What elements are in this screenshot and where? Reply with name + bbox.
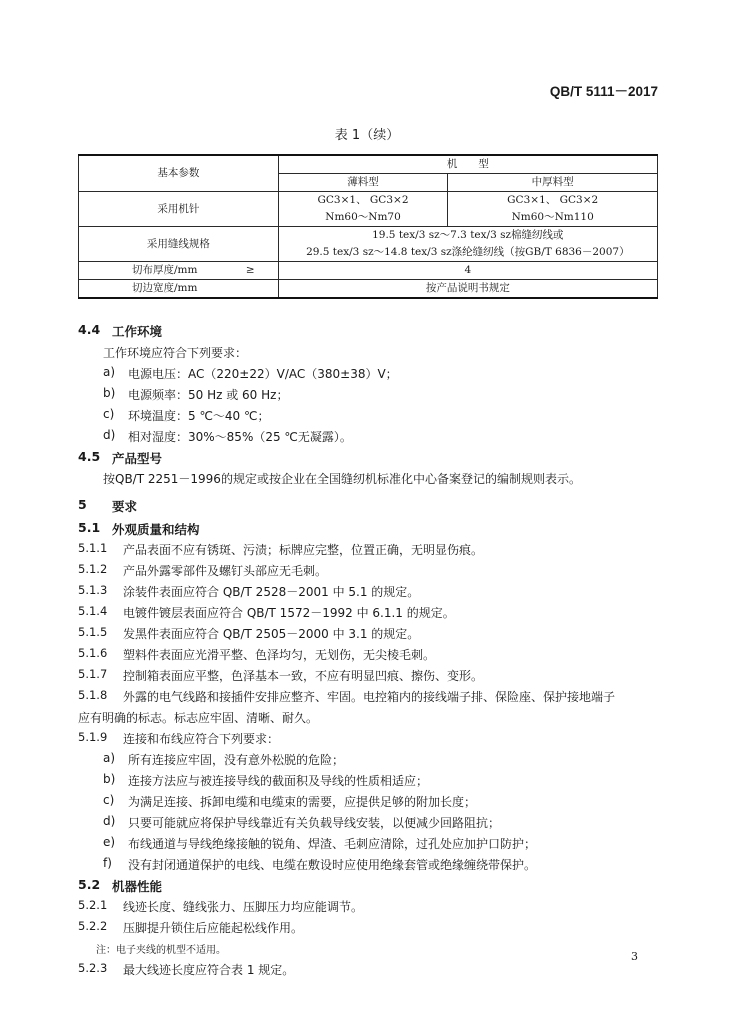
- list-marker: c): [103, 793, 115, 807]
- cut-thickness-value: 4: [278, 262, 657, 280]
- clause-number: 5.1.6: [78, 646, 108, 660]
- clause-text-continued: 应有明确的标志。标志应牢固、清晰、耐久。: [78, 711, 319, 725]
- clause-number: 5.1.9: [78, 730, 108, 744]
- thread-spec: [278, 227, 657, 262]
- cut-width-label: 切边宽度/mm: [132, 282, 198, 294]
- table-row: [79, 192, 658, 227]
- clause-number: 5.1.8: [78, 688, 108, 702]
- thread-line2: 29.5 tex/3 sz～14.8 tex/3 sz涤纶缝纫线（按GB/T 6836－2007）: [306, 246, 630, 258]
- section-4-5-text: 按QB/T 2251－1996的规定或按企业在全国缝纫机标准化中心备案登记的编制规则表示。: [103, 472, 581, 486]
- section-4-4-intro: 工作环境应符合下列要求：: [103, 346, 248, 360]
- section-4-4-title: 工作环境: [112, 324, 163, 339]
- clause-number: 5.1.2: [78, 562, 108, 576]
- clause-text: 控制箱表面应平整，色泽基本一致，不应有明显凹痕、擦伤、变形。: [123, 669, 484, 683]
- clause-text: 产品表面不应有锈斑、污渍；标牌应完整，位置正确，无明显伤痕。: [123, 543, 484, 557]
- spec-table: [78, 154, 658, 299]
- page-number: 3: [631, 950, 638, 963]
- clause-text: 最大线迹长度应符合表 1 规定。: [123, 963, 295, 977]
- section-5-title: 要求: [112, 499, 138, 514]
- cut-thickness-label-cell: [79, 262, 279, 280]
- list-marker: a): [103, 365, 116, 379]
- clause-text: 涂装件表面应符合 QB/T 2528－2001 中 5.1 的规定。: [123, 585, 420, 599]
- section-5-number: 5: [78, 497, 87, 512]
- clause-text: 连接和布线应符合下列要求：: [123, 732, 280, 746]
- clause-number: 5.1.4: [78, 604, 108, 618]
- list-item: 电源电压：AC（220±22）V/AC（380±38）V；: [128, 367, 398, 381]
- list-marker: f): [103, 856, 112, 870]
- cut-thickness-operator: ≥: [245, 264, 255, 276]
- list-marker: d): [103, 814, 116, 828]
- table-row: [79, 280, 658, 299]
- needle-thin-line2: Nm60～Nm70: [325, 211, 401, 223]
- table-row: [79, 262, 658, 280]
- section-4-4-number: 4.4: [78, 322, 101, 337]
- needle-thin-line1: GC3×1、 GC3×2: [317, 194, 409, 206]
- list-item: 布线通道与导线绝缘接触的锐角、焊渣、毛刺应清除，过孔处应加护口防护；: [128, 837, 537, 851]
- needle-medium: [448, 192, 658, 227]
- list-item: 电源频率：50 Hz 或 60 Hz；: [128, 388, 289, 402]
- clause-text: 发黑件表面应符合 QB/T 2505－2000 中 3.1 的规定。: [123, 627, 420, 641]
- standard-id: QB/T 5111－2017: [549, 84, 658, 99]
- section-5-2-number: 5.2: [78, 877, 101, 892]
- cut-width-label-cell: [79, 280, 279, 299]
- clause-text: 线迹长度、缝线张力、压脚压力均应能调节。: [123, 900, 364, 914]
- thread-label: 采用缝线规格: [79, 227, 279, 262]
- list-item: 相对湿度：30%～85%（25 ℃无凝露）。: [128, 430, 352, 444]
- list-marker: c): [103, 407, 115, 421]
- table-title: 表 1（续）: [334, 128, 400, 143]
- clause-number: 5.1.7: [78, 667, 108, 681]
- needle-med-line2: Nm60～Nm110: [511, 211, 594, 223]
- needle-med-line1: GC3×1、 GC3×2: [507, 194, 599, 206]
- header-medium: 中厚料型: [448, 174, 658, 192]
- cut-thickness-label: 切布厚度/mm: [132, 264, 198, 276]
- list-marker: d): [103, 428, 116, 442]
- section-5-1-title: 外观质量和结构: [112, 522, 200, 537]
- list-item: 连接方法应与被连接导线的截面积及导线的性质相适应；: [128, 774, 429, 788]
- list-marker: a): [103, 751, 116, 765]
- table-row: [79, 227, 658, 262]
- header-model: 机 型: [278, 155, 657, 174]
- clause-text: 压脚提升锁住后应能起松线作用。: [123, 921, 304, 935]
- clause-number: 5.1.5: [78, 625, 108, 639]
- header-thin: 薄料型: [278, 174, 448, 192]
- section-4-5-number: 4.5: [78, 449, 101, 464]
- clause-text: 产品外露零部件及螺钉头部应无毛刺。: [123, 564, 328, 578]
- section-5-2-title: 机器性能: [112, 879, 163, 894]
- clause-number: 5.2.3: [78, 961, 108, 975]
- section-5-1-number: 5.1: [78, 520, 101, 535]
- needle-label: 采用机针: [79, 192, 279, 227]
- list-marker: e): [103, 835, 116, 849]
- note: 注：电子夹线的机型不适用。: [96, 945, 226, 956]
- list-item: 环境温度：5 ℃～40 ℃；: [128, 409, 270, 423]
- needle-thin: [278, 192, 448, 227]
- list-item: 所有连接应牢固，没有意外松脱的危险；: [128, 753, 345, 767]
- list-item: 为满足连接、拆卸电缆和电缆束的需要，应提供足够的附加长度；: [128, 795, 477, 809]
- list-item: 只要可能就应将保护导线靠近有关负载导线安装，以便减少回路阻抗；: [128, 816, 501, 830]
- table-row: [79, 155, 658, 174]
- clause-number: 5.2.1: [78, 898, 108, 912]
- clause-number: 5.1.1: [78, 541, 108, 555]
- thread-line1: 19.5 tex/3 sz～7.3 tex/3 sz棉缝纫线或: [372, 229, 564, 241]
- section-4-5-title: 产品型号: [112, 451, 163, 466]
- list-marker: b): [103, 772, 116, 786]
- list-item: 没有封闭通道保护的电线、电缆在敷设时应使用绝缘套管或绝缘缠绕带保护。: [128, 858, 537, 872]
- clause-text: 外露的电气线路和接插件安排应整齐、牢固。电控箱内的接线端子排、保险座、保护接地端子: [123, 690, 616, 704]
- clause-text: 塑料件表面应光滑平整、色泽均匀，无划伤，无尖棱毛刺。: [123, 648, 436, 662]
- header-param: 基本参数: [79, 155, 279, 192]
- clause-text: 电镀件镀层表面应符合 QB/T 1572－1992 中 6.1.1 的规定。: [123, 606, 455, 620]
- cut-width-value: 按产品说明书规定: [278, 280, 657, 299]
- clause-number: 5.1.3: [78, 583, 108, 597]
- clause-number: 5.2.2: [78, 919, 108, 933]
- list-marker: b): [103, 386, 116, 400]
